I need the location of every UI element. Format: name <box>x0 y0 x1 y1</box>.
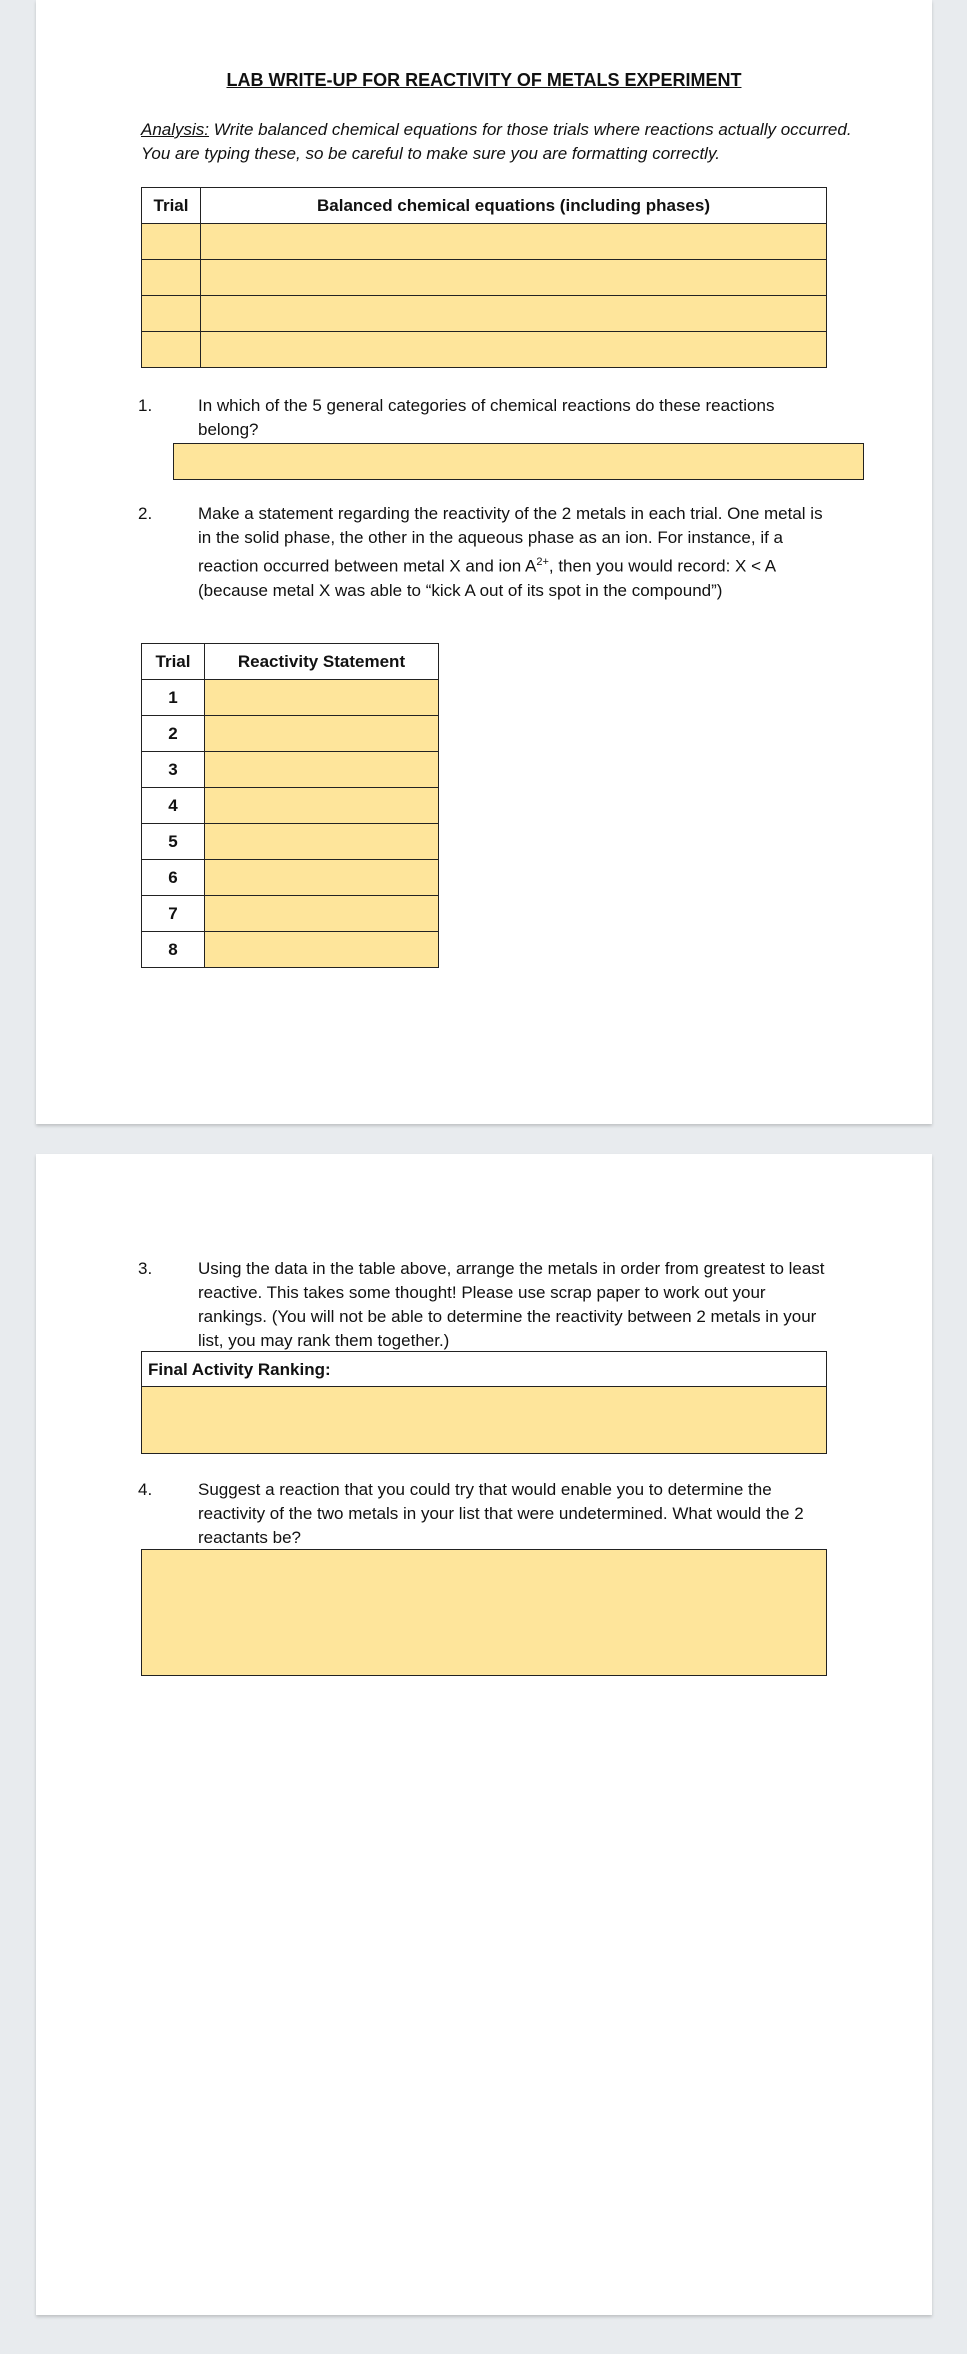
trial-number: 6 <box>142 860 205 896</box>
trial-number: 1 <box>142 680 205 716</box>
question-number: 2. <box>138 504 153 523</box>
table-row <box>142 788 439 824</box>
reactivity-cell[interactable] <box>205 716 439 752</box>
equation-cell[interactable] <box>201 332 827 368</box>
equation-header: Balanced chemical equations (including phases) <box>201 188 827 224</box>
question-number: 1. <box>138 396 153 415</box>
equation-cell[interactable] <box>201 260 827 296</box>
question-number: 3. <box>138 1259 153 1278</box>
final-ranking-input[interactable] <box>142 1387 826 1453</box>
analysis-label: Analysis: <box>141 120 210 139</box>
table-row <box>142 680 439 716</box>
question-1 <box>138 394 838 442</box>
table-row <box>142 716 439 752</box>
reactivity-cell[interactable] <box>205 824 439 860</box>
ion-charge-superscript: 2+ <box>536 556 549 568</box>
table-row <box>142 860 439 896</box>
trial-header: Trial <box>142 644 205 680</box>
reactivity-cell[interactable] <box>205 788 439 824</box>
reactivity-cell[interactable] <box>205 896 439 932</box>
reactivity-cell[interactable] <box>205 932 439 968</box>
document-page-2 <box>36 1154 932 2315</box>
table-row <box>142 224 827 260</box>
question-text-part1: Make a statement regarding the reactivity of the 2 metals in each trial. One metal is in the solid phase, the other in the aqueous phase as an ion. For instance, if a reaction occurred between metal X and ion A <box>198 504 823 576</box>
trial-cell[interactable] <box>142 296 201 332</box>
question-4 <box>138 1478 838 1550</box>
trial-cell[interactable] <box>142 332 201 368</box>
reactivity-cell[interactable] <box>205 680 439 716</box>
reactivity-header: Reactivity Statement <box>205 644 439 680</box>
reactivity-cell[interactable] <box>205 752 439 788</box>
table-header-row <box>142 644 439 680</box>
reactivity-cell[interactable] <box>205 860 439 896</box>
question-3 <box>138 1257 838 1353</box>
question-text: Suggest a reaction that you could try that would enable you to determine the reactivity of the two metals in your list that were undetermined. What would the 2 reactants be? <box>198 1480 804 1547</box>
equation-cell[interactable] <box>201 224 827 260</box>
question-number: 4. <box>138 1480 153 1499</box>
table-header-row <box>142 188 827 224</box>
answer-box-1[interactable] <box>173 443 864 480</box>
final-ranking-label: Final Activity Ranking: <box>142 1352 826 1387</box>
document-page-1 <box>36 0 932 1124</box>
trial-number: 3 <box>142 752 205 788</box>
trial-number: 5 <box>142 824 205 860</box>
trial-cell[interactable] <box>142 224 201 260</box>
reactivity-table <box>141 643 439 968</box>
table-row <box>142 752 439 788</box>
trial-number: 7 <box>142 896 205 932</box>
question-text-part2: , then you would record: X < A (because metal X was able to “kick A out of its spot in the compound”) <box>198 556 776 600</box>
table-row <box>142 932 439 968</box>
question-2 <box>138 502 838 603</box>
table-row <box>142 260 827 296</box>
table-row <box>142 896 439 932</box>
table-row <box>142 296 827 332</box>
analysis-text: Write balanced chemical equations for those trials where reactions actually occurred. You are typing these, so be careful to make sure you are formatting correctly. <box>141 120 852 163</box>
trial-number: 4 <box>142 788 205 824</box>
question-text: Using the data in the table above, arrange the metals in order from greatest to least reactive. This takes some thought! Please use scrap paper to work out your rankings. (You will not be able to determine the reactivity between 2 metals in your list, you may rank them together.) <box>198 1259 825 1350</box>
analysis-instructions <box>141 118 861 166</box>
table-row <box>142 332 827 368</box>
table-row <box>142 824 439 860</box>
equation-cell[interactable] <box>201 296 827 332</box>
trial-cell[interactable] <box>142 260 201 296</box>
final-ranking-box <box>141 1351 827 1454</box>
trial-number: 2 <box>142 716 205 752</box>
question-text: In which of the 5 general categories of chemical reactions do these reactions belong? <box>198 396 775 439</box>
trial-number: 8 <box>142 932 205 968</box>
equations-table <box>141 187 827 368</box>
document-title: LAB WRITE-UP FOR REACTIVITY OF METALS EXPERIMENT <box>226 70 742 90</box>
answer-box-4[interactable] <box>141 1549 827 1676</box>
trial-header: Trial <box>142 188 201 224</box>
